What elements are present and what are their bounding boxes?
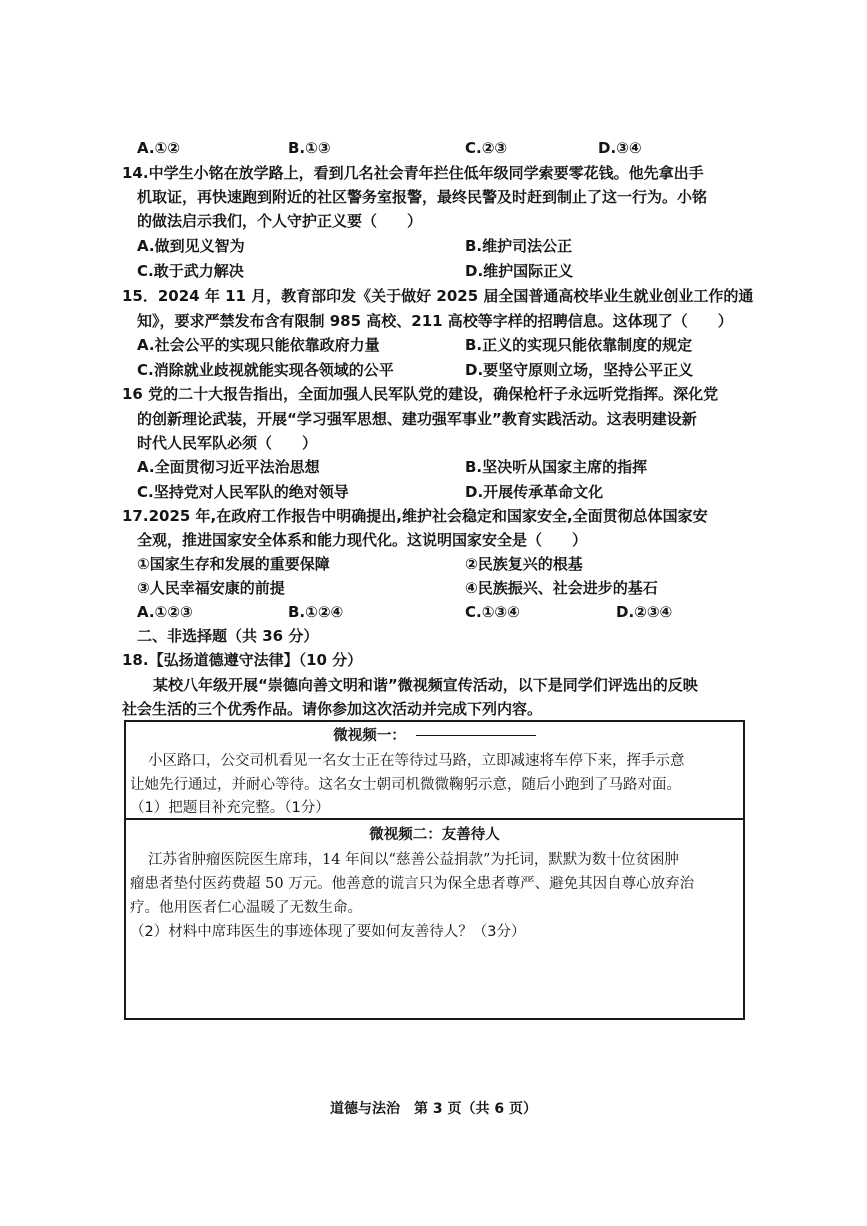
micro-video-2-heading: 微视频二：友善待人 [369, 826, 500, 843]
q13-option-d: D.③④ [598, 139, 642, 157]
section-2-title: 二、非选择题（共 36 分） [137, 627, 319, 645]
micro-video-1-line-1: 小区路口，公交司机看见一名女士正在等待过马路，立即减速将车停下来，挥手示意 [148, 753, 685, 769]
title-answer-blank[interactable] [416, 735, 536, 736]
q18-intro-line-1: 某校八年级开展“崇德向善文明和谐”微视频宣传活动，以下是同学们评选出的反映 [153, 676, 698, 694]
micro-video-2-line-3: 疗。他用医者仁心温暖了无数生命。 [130, 900, 362, 916]
q13-option-b: B.①③ [288, 139, 331, 157]
q15-option-b: B.正义的实现只能依靠制度的规定 [465, 336, 693, 354]
q17-option-b: B.①②④ [288, 603, 344, 621]
q16-line-2: 的创新理论武装，开展“学习强军思想、建功强军事业”教育实践活动。这表明建设新 [137, 410, 697, 428]
q17-item-3: ③人民幸福安康的前提 [137, 579, 285, 597]
q16-line-1: 16 党的二十大报告指出，全面加强人民军队党的建设，确保枪杆子永远听党指挥。深化党 [122, 385, 719, 403]
q15-option-a: A.社会公平的实现只能依靠政府力量 [137, 336, 380, 354]
question-2: （2）材料中席玮医生的事迹体现了要如何友善待人？（3分） [130, 924, 526, 940]
q14-line-1: 14.中学生小铭在放学路上，看到几名社会青年拦住低年级同学索要零花钱。他先拿出手 [122, 164, 704, 182]
q14-line-3: 的做法启示我们，个人守护正义要（ ） [137, 212, 423, 230]
q17-item-1: ①国家生存和发展的重要保障 [137, 555, 330, 573]
q18-title: 18.【弘扬道德遵守法律】（10 分） [122, 651, 363, 669]
q17-line-2: 全观，推进国家安全体系和能力现代化。这说明国家安全是（ ） [137, 531, 588, 549]
q14-option-d: D.维护国际正义 [465, 262, 574, 280]
micro-video-1-heading-row [126, 724, 743, 748]
q14-option-b: B.维护司法公正 [465, 237, 573, 255]
q16-option-c: C.坚持党对人民军队的绝对领导 [137, 483, 349, 501]
micro-video-1-box [124, 720, 745, 820]
q16-option-b: B.坚决听从国家主席的指挥 [465, 458, 648, 476]
q15-line-2: 知》，要求严禁发布含有限制 985 高校、211 高校等字样的招聘信息。这体现了（ ） [137, 312, 733, 330]
page-footer: 道德与法治 第 3 页（共 6 页） [330, 1101, 537, 1117]
q17-option-a: A.①②③ [137, 603, 193, 621]
q16-option-d: D.开展传承革命文化 [465, 483, 604, 501]
q13-option-c: C.②③ [465, 139, 508, 157]
micro-video-1-line-2: 让她先行通过，并耐心等待。这名女士朝司机微微鞠躬示意，随后小跑到了马路对面。 [130, 777, 681, 793]
q15-option-c: C.消除就业歧视就能实现各领域的公平 [137, 361, 394, 379]
micro-video-2-line-2: 瘤患者垫付医药费超 50 万元。他善意的谎言只为保全患者尊严、避免其因自尊心放弃治 [130, 876, 695, 892]
q17-option-c: C.①③④ [465, 603, 520, 621]
q17-item-2: ②民族复兴的根基 [465, 555, 583, 573]
answer-area[interactable] [136, 948, 733, 1010]
q16-option-a: A.全面贯彻习近平法治思想 [137, 458, 320, 476]
q17-item-4: ④民族振兴、社会进步的基石 [465, 579, 658, 597]
q14-line-2: 机取证，再快速跑到附近的社区警务室报警，最终民警及时赶到制止了这一行为。小铭 [137, 188, 708, 206]
q17-line-1: 17.2025 年,在政府工作报告中明确提出,维护社会稳定和国家安全,全面贯彻总体国家安 [122, 507, 708, 525]
q15-option-d: D.要坚守原则立场，坚持公平正义 [465, 361, 694, 379]
q13-option-a: A.①② [137, 139, 180, 157]
q17-option-d: D.②③④ [616, 603, 673, 621]
micro-video-1-heading: 微视频一： [333, 727, 406, 744]
micro-video-2-box [124, 818, 745, 1020]
micro-video-2-line-1: 江苏省肿瘤医院医生席玮，14 年间以“慈善公益捐款”为托词，默默为数十位贫困肿 [148, 852, 679, 868]
question-1: （1）把题目补充完整。（1分） [130, 800, 330, 816]
q16-line-3: 时代人民军队必须（ ） [137, 434, 318, 452]
q14-option-a: A.做到见义智为 [137, 237, 245, 255]
q15-line-1: 15．2024 年 11 月，教育部印发《关于做好 2025 届全国普通高校毕业生就业创业工作的通 [122, 287, 754, 305]
q14-option-c: C.敢于武力解决 [137, 262, 244, 280]
q18-intro-line-2: 社会生活的三个优秀作品。请你参加这次活动并完成下列内容。 [122, 700, 543, 718]
